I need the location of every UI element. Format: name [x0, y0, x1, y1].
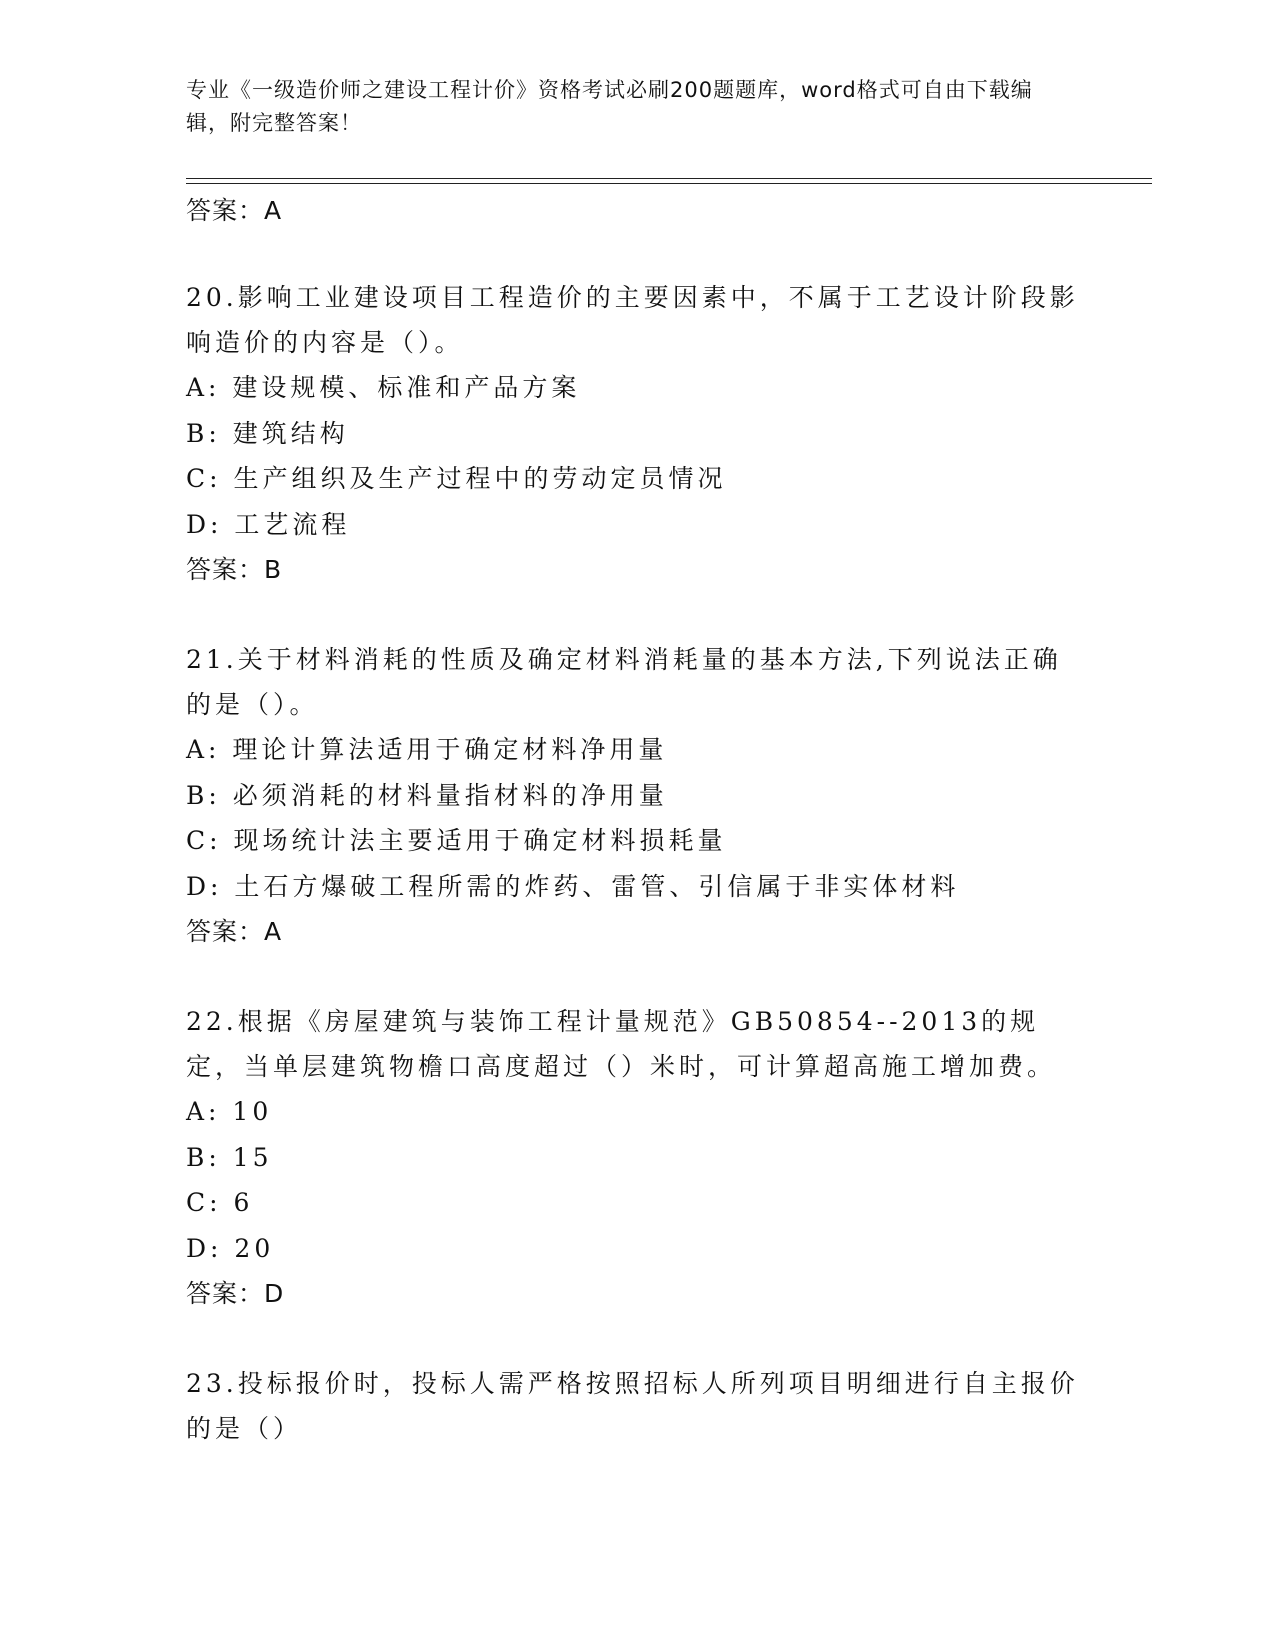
- answer: 答案：B: [186, 555, 283, 584]
- answer: 答案：D: [186, 1279, 285, 1308]
- option-b: B: 必须消耗的材料量指材料的净用量: [186, 780, 668, 810]
- document-header: 专业《一级造价师之建设工程计价》资格考试必刷200题题库，word格式可自由下载编辑，附完整答案！: [186, 78, 1033, 135]
- header-divider-top: [186, 178, 1152, 179]
- option-b: B: 建筑结构: [186, 418, 349, 448]
- question-stem: 22.根据《房屋建筑与装饰工程计量规范》GB50854--2013的规定，当单层建筑物檐口高度超过（）米时，可计算超高施工增加费。: [186, 1007, 1057, 1081]
- previous-answer: 答案：A: [186, 196, 283, 225]
- option-a: A: 10: [186, 1097, 273, 1126]
- question-list: [186, 188, 1086, 1451]
- option-a: A: 理论计算法适用于确定材料净用量: [186, 735, 668, 764]
- option-d: D: 工艺流程: [186, 509, 351, 539]
- question-stem: 20.影响工业建设项目工程造价的主要因素中，不属于工艺设计阶段影响造价的内容是（）。: [186, 283, 1079, 357]
- option-c: C: 生产组织及生产过程中的劳动定员情况: [186, 464, 727, 493]
- question-20: [186, 275, 1086, 593]
- header-divider-bottom: [186, 183, 1152, 184]
- question-stem: 21.关于材料消耗的性质及确定材料消耗量的基本方法,下列说法正确的是（）。: [186, 645, 1062, 719]
- option-c: C: 6: [186, 1188, 254, 1217]
- answer: 答案：A: [186, 917, 283, 946]
- option-b: B: 15: [186, 1142, 273, 1172]
- option-c: C: 现场统计法主要适用于确定材料损耗量: [186, 826, 727, 855]
- question-stem: 23.投标报价时，投标人需严格按照招标人所列项目明细进行自主报价的是（）: [186, 1369, 1079, 1443]
- option-a: A: 建设规模、标准和产品方案: [186, 373, 581, 402]
- option-d: D: 土石方爆破工程所需的炸药、雷管、引信属于非实体材料: [186, 871, 960, 901]
- question-23: [186, 1361, 1086, 1451]
- question-21: [186, 637, 1086, 955]
- option-d: D: 20: [186, 1233, 275, 1263]
- question-22: [186, 999, 1086, 1317]
